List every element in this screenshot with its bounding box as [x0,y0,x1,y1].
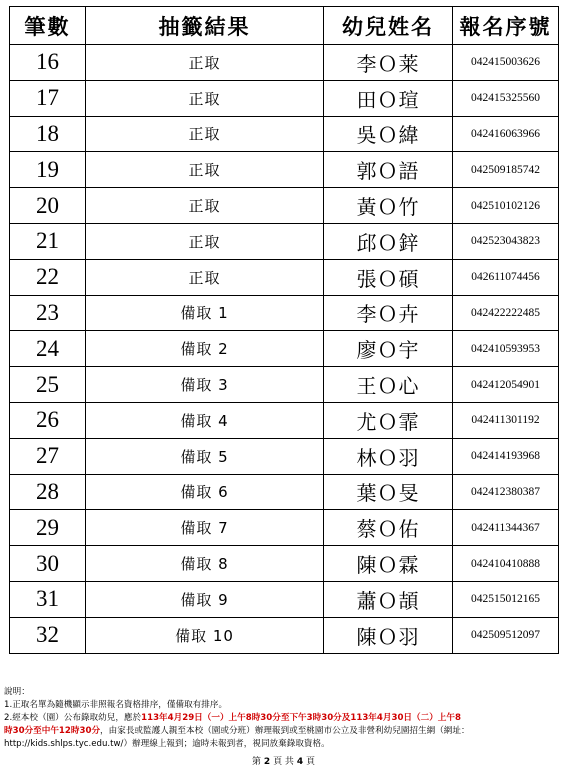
table-row [10,152,559,188]
table-row [10,546,559,582]
total-page-count: 4 [296,757,304,767]
footer-prefix: 第 [252,757,262,767]
child-name-cell: 田Ｏ瑄 [324,80,453,116]
child-name-cell: 葉Ｏ旻 [324,474,453,510]
table-row [10,581,559,617]
header-count: 筆數 [10,7,86,45]
header-child-name: 幼兒姓名 [324,7,453,45]
notes-section [4,686,562,751]
table-header-row [10,7,559,45]
registration-number-cell: 042422222485 [453,295,559,331]
note-2-instructions: ，由家長或監護人親至本校（園或分班）辦理報到或至桃園市公立及非營利幼兒園招生網（網址： [100,726,470,736]
row-number-cell: 19 [10,152,86,188]
lottery-result-cell: 備取 6 [86,474,324,510]
registration-number-cell: 042510102126 [453,188,559,224]
lottery-result-cell: 備取 10 [86,617,324,653]
child-name-cell: 郭Ｏ語 [324,152,453,188]
lottery-result-cell: 正取 [86,223,324,259]
row-number-cell: 24 [10,331,86,367]
lottery-result-cell: 正取 [86,152,324,188]
lottery-result-cell: 備取 8 [86,546,324,582]
lottery-result-cell: 正取 [86,259,324,295]
page-footer [0,754,567,767]
table-row [10,45,559,81]
current-page-number: 2 [263,757,271,767]
note-2-line-3: http://kids.shlps.tyc.edu.tw/）辦理線上報到；逾時未報到者，視同放棄錄取資格。 [4,739,330,749]
table-row [10,474,559,510]
note-2-line-1 [4,712,562,725]
lottery-result-cell: 正取 [86,80,324,116]
table-row [10,510,559,546]
registration-number-cell: 042412054901 [453,367,559,403]
child-name-cell: 張Ｏ碩 [324,259,453,295]
child-name-cell: 陳Ｏ霖 [324,546,453,582]
lottery-result-cell: 備取 2 [86,331,324,367]
child-name-cell: 王Ｏ心 [324,367,453,403]
note-1: 1.正取名單為隨機顯示非照報名資格排序，僅備取有排序。 [4,700,228,710]
row-number-cell: 25 [10,367,86,403]
lottery-result-cell: 備取 5 [86,438,324,474]
table-row [10,331,559,367]
child-name-cell: 蔡Ｏ佑 [324,510,453,546]
child-name-cell: 林Ｏ羽 [324,438,453,474]
registration-number-cell: 042410410888 [453,546,559,582]
lottery-result-table [9,6,559,654]
row-number-cell: 16 [10,45,86,81]
registration-number-cell: 042414193968 [453,438,559,474]
registration-number-cell: 042411344367 [453,510,559,546]
row-number-cell: 26 [10,402,86,438]
lottery-result-cell: 備取 1 [86,295,324,331]
lottery-result-cell: 備取 3 [86,367,324,403]
lottery-result-cell: 備取 7 [86,510,324,546]
table-row [10,116,559,152]
table-row [10,295,559,331]
row-number-cell: 27 [10,438,86,474]
footer-suffix: 頁 [305,757,315,767]
row-number-cell: 31 [10,581,86,617]
lottery-result-cell: 正取 [86,45,324,81]
row-number-cell: 17 [10,80,86,116]
table-row [10,188,559,224]
row-number-cell: 22 [10,259,86,295]
table-row [10,402,559,438]
registration-number-cell: 042509185742 [453,152,559,188]
notes-heading: 說明： [4,687,30,697]
note-2-line-2 [4,725,562,738]
lottery-result-cell: 正取 [86,116,324,152]
table-row [10,259,559,295]
registration-number-cell: 042509512097 [453,617,559,653]
row-number-cell: 18 [10,116,86,152]
lottery-result-cell: 正取 [86,188,324,224]
footer-middle: 頁 共 [273,757,294,767]
table-row [10,223,559,259]
child-name-cell: 吳Ｏ緯 [324,116,453,152]
note-2-deadline-part-2: 時30分至中午12時30分 [4,726,101,736]
row-number-cell: 32 [10,617,86,653]
child-name-cell: 李Ｏ莱 [324,45,453,81]
registration-number-cell: 042415003626 [453,45,559,81]
child-name-cell: 尤Ｏ霏 [324,402,453,438]
registration-number-cell: 042611074456 [453,259,559,295]
child-name-cell: 蕭Ｏ頡 [324,581,453,617]
registration-number-cell: 042411301192 [453,402,559,438]
table-row [10,617,559,653]
row-number-cell: 21 [10,223,86,259]
table-row [10,80,559,116]
registration-number-cell: 042410593953 [453,331,559,367]
table-row [10,367,559,403]
lottery-result-cell: 備取 4 [86,402,324,438]
registration-number-cell: 042515012165 [453,581,559,617]
child-name-cell: 廖Ｏ宇 [324,331,453,367]
row-number-cell: 28 [10,474,86,510]
note-2-deadline-part-1: 113年4月29日（一）上午8時30分至下午3時30分及113年4月30日（二）上午8 [141,713,461,723]
table-row [10,438,559,474]
lottery-result-cell: 備取 9 [86,581,324,617]
row-number-cell: 29 [10,510,86,546]
row-number-cell: 30 [10,546,86,582]
child-name-cell: 陳Ｏ羽 [324,617,453,653]
registration-number-cell: 042523043823 [453,223,559,259]
row-number-cell: 23 [10,295,86,331]
note-2-intro: 2.經本校（園）公布錄取幼兒，應於 [4,713,142,723]
child-name-cell: 邱Ｏ鋅 [324,223,453,259]
row-number-cell: 20 [10,188,86,224]
child-name-cell: 李Ｏ卉 [324,295,453,331]
registration-number-cell: 042415325560 [453,80,559,116]
header-registration-number: 報名序號 [453,7,559,45]
header-lottery-result: 抽籤結果 [86,7,324,45]
child-name-cell: 黃Ｏ竹 [324,188,453,224]
registration-number-cell: 042412380387 [453,474,559,510]
table-body [10,45,559,654]
registration-number-cell: 042416063966 [453,116,559,152]
